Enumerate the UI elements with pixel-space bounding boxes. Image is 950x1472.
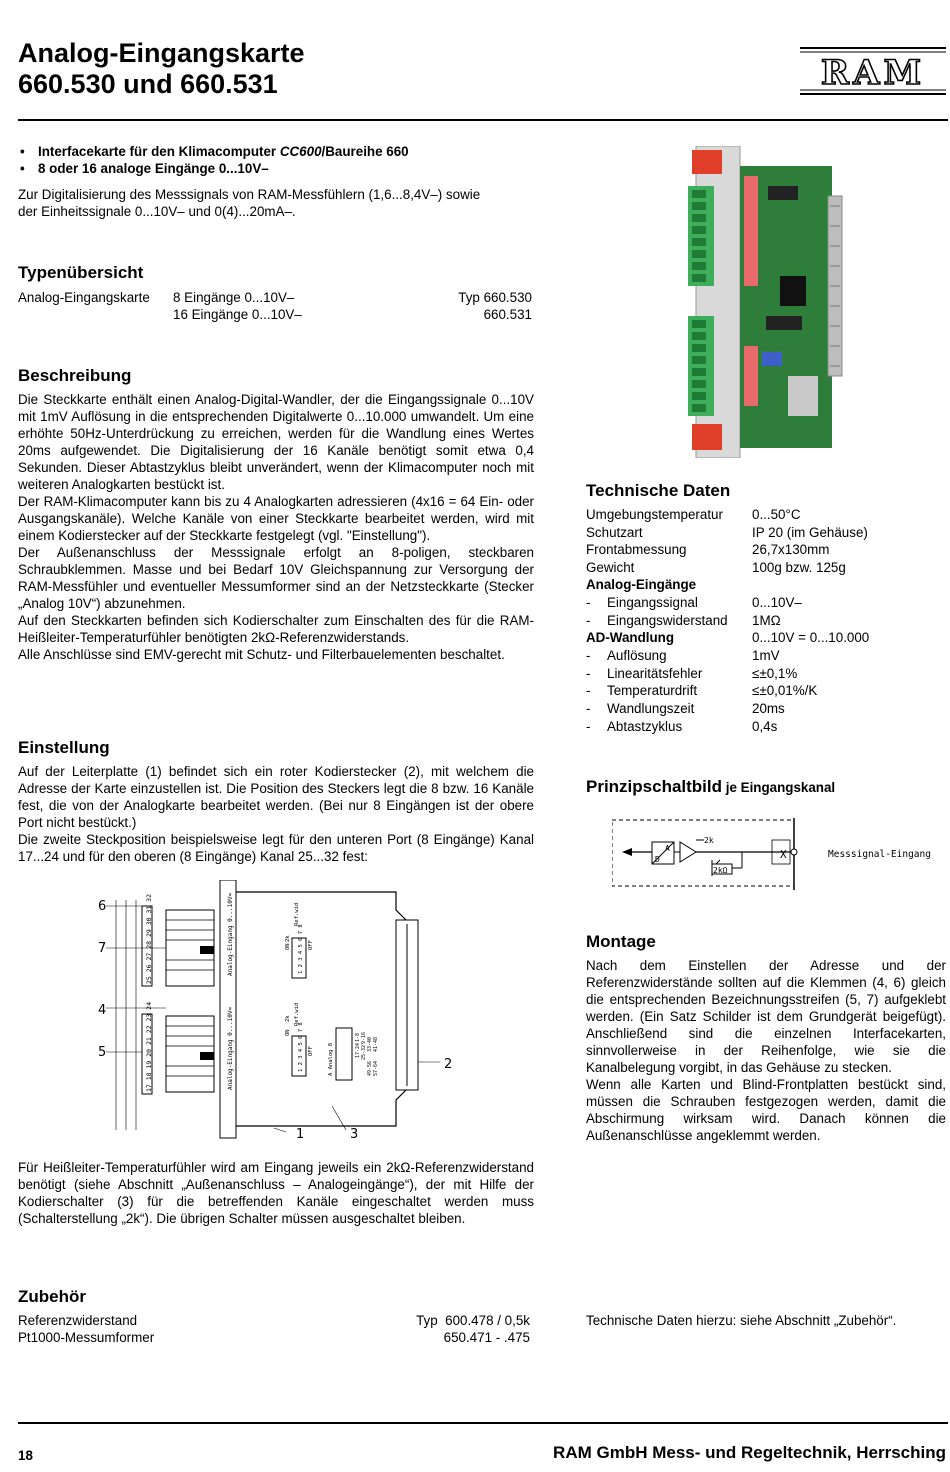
svg-text:2k: 2k <box>704 836 714 845</box>
svg-text:2k: 2k <box>285 935 291 942</box>
technische-daten-heading: Technische Daten <box>586 481 731 500</box>
svg-text:1 2 3 4 5 6 7 8: 1 2 3 4 5 6 7 8 <box>298 924 304 974</box>
tech-group-analog-heading: Analog-Eingänge <box>586 577 697 592</box>
tech-row: Frontabmessung 26,7x130mm <box>586 542 830 557</box>
beschreibung-text <box>18 391 534 663</box>
svg-text:25 26 27 28 29 30 31 32: 25 26 27 28 29 30 31 32 <box>145 893 153 984</box>
tech-row: - Linearitätsfehler ≤±0,1% <box>586 666 798 681</box>
typen-row1-type: Typ 660.530 <box>458 290 532 305</box>
svg-text:Ref.wid: Ref.wid <box>294 1002 300 1026</box>
svg-text:49-56: 49-56 <box>367 1060 373 1076</box>
tech-group-ad-heading: AD-Wandlung 0...10V = 0...10.000 <box>586 630 870 645</box>
title-line-1: Analog-Eingangskarte <box>18 38 305 68</box>
svg-text:ON: ON <box>285 943 291 950</box>
einstellung-p2: Die zweite Steckposition beispielsweise legt für den unteren Port (8 Eingänge) Kanal 17...24 und für den oberen (8 Eingänge) Kanal 25...32 fest: <box>18 832 534 864</box>
tech-row: - Eingangssignal 0...10V– <box>586 595 802 610</box>
svg-text:41-48: 41-48 <box>373 1036 379 1052</box>
typen-heading: Typenübersicht <box>18 263 144 282</box>
svg-text:33-40: 33-40 <box>367 1036 373 1052</box>
svg-text:1-8: 1-8 <box>355 1032 361 1042</box>
tech-row: Schutzart IP 20 (im Gehäuse) <box>586 525 868 540</box>
typen-row2-type: 660.531 <box>483 307 532 322</box>
montage-heading: Montage <box>586 932 656 951</box>
svg-text:D: D <box>655 855 660 864</box>
intro-text-2: der Einheitssignale 0...10V– und 0(4)...20mA–. <box>18 204 296 219</box>
page-number: 18 <box>18 1448 33 1463</box>
zubehoer-row1-value: Typ 600.478 / 0,5k <box>416 1313 530 1328</box>
svg-text:57-64: 57-64 <box>373 1060 379 1076</box>
einstellung-p3: Für Heißleiter-Temperaturfühler wird am Eingang jeweils ein 2kΩ-Referenzwiderstand benötigt (siehe Abschnitt „Außenanschluss – Analogeingänge“), der mit Hilfe der Kodierschalter (3) für die betreffenden Kanäle eingeschaltet werden muss (Schalterstellung „2k“). Die übrigen Schalter müssen ausgeschaltet bleiben. <box>18 1160 534 1226</box>
prinzip-heading: Prinzipschaltbild je Eingangskanal <box>586 777 836 796</box>
footer-company: RAM GmbH Mess- und Regeltechnik, Herrsching <box>553 1443 946 1462</box>
svg-text:Analog-Eingang 0...10V=: Analog-Eingang 0...10V= <box>227 892 234 976</box>
svg-text:1 2 3 4 5 6 7 8: 1 2 3 4 5 6 7 8 <box>298 1022 304 1072</box>
zubehoer-heading: Zubehör <box>18 1287 86 1306</box>
tech-row: - Auflösung 1mV <box>586 648 780 663</box>
board-schematic <box>96 880 466 1142</box>
svg-text:2k: 2k <box>285 1015 291 1022</box>
callout-1: 1 <box>296 1127 305 1142</box>
zubehoer-row1-label: Referenzwiderstand <box>18 1313 138 1328</box>
page-title <box>18 38 305 100</box>
tech-row: - Abtastzyklus 0,4s <box>586 719 778 734</box>
einstellung-heading: Einstellung <box>18 738 110 757</box>
callout-7: 7 <box>98 941 107 956</box>
typen-row1-desc: 8 Eingänge 0...10V– <box>173 290 295 305</box>
tech-row: - Wandlungszeit 20ms <box>586 701 785 716</box>
callout-2: 2 <box>444 1057 453 1072</box>
callout-5: 5 <box>98 1045 107 1060</box>
svg-text:ON: ON <box>285 1029 291 1036</box>
svg-text:OFF: OFF <box>308 940 314 950</box>
svg-text:Messsignal-Eingang: Messsignal-Eingang <box>828 849 931 860</box>
svg-text:X: X <box>780 848 787 861</box>
zubehoer-note: Technische Daten hierzu: siehe Abschnitt „Zubehör“. <box>586 1313 897 1328</box>
typen-row2-desc: 16 Eingänge 0...10V– <box>173 307 302 322</box>
header-rule <box>18 119 948 121</box>
svg-text:17 18 19 20 21 22 23 24: 17 18 19 20 21 22 23 24 <box>145 1001 153 1092</box>
svg-text:9-16: 9-16 <box>361 1031 367 1044</box>
tech-row: - Temperaturdrift ≤±0,01%/K <box>586 683 818 698</box>
intro-bullet-2: • 8 oder 16 analoge Eingänge 0...10V– <box>18 160 409 177</box>
circuit-diagram <box>612 818 937 890</box>
ram-logo <box>798 46 948 96</box>
intro-text-1: Zur Digitalisierung des Messsignals von RAM-Messfühlern (1,6...8,4V–) sowie <box>18 187 481 202</box>
intro-bullet-1: • Interfacekarte für den Klimacomputer CC600/Baureihe 660 <box>18 143 409 160</box>
svg-text:2kΩ: 2kΩ <box>713 866 728 875</box>
einstellung-p1: Auf der Leiterplatte (1) befindet sich ein roter Kodierstecker (2), mit welchem die Adresse der Karte einzustellen ist. Die Position des Steckers legt die 8 bzw. 16 Kanäle fest, die von der Analogkarte bearbeitet werden. (Bei nur 8 Eingängen ist der obere Port nicht bestückt.) <box>18 764 534 830</box>
callout-6: 6 <box>98 899 107 914</box>
tech-row: Umgebungstemperatur 0...50°C <box>586 507 801 522</box>
svg-text:17-24: 17-24 <box>355 1042 361 1058</box>
beschreibung-p4: Auf den Steckkarten befinden sich Kodierschalter zum Einschalten des für die RAM-Heißleiter-Temperaturfühler benötigten 2kΩ-Referenzwiderstands. <box>18 613 534 645</box>
svg-text:A Analog 8: A Analog 8 <box>328 1042 334 1076</box>
svg-text:Ref.wid: Ref.wid <box>294 902 300 926</box>
footer-rule <box>18 1422 948 1424</box>
callout-4: 4 <box>98 1003 107 1018</box>
beschreibung-p2: Der RAM-Klimacomputer kann bis zu 4 Analogkarten adressieren (4x16 = 64 Ein- oder Ausgangskanäle). Welche Kanäle von einer Steckkarte bearbeitet werden, wird mit einem Kodierstecker auf der Steckkarte festgelegt (vgl. "Einstellung"). <box>18 494 534 543</box>
zubehoer-row2-value: 650.471 - .475 <box>443 1330 530 1345</box>
beschreibung-heading: Beschreibung <box>18 366 132 385</box>
montage-text <box>586 957 946 1144</box>
montage-p2: Wenn alle Karten und Blind-Frontplatten bestückt sind, müssen die Schrauben festgezogen werden, damit die Abschirmung wirksam wird. Danach können die Außenanschlüsse angeklemmt werden. <box>586 1077 946 1143</box>
montage-p1: Nach dem Einstellen der Adresse und der Referenzwiderstände sollten auf die Klemmen (4, 6) gleich die entsprechenden Bezeichnungsstreifen (5, 7) aufgeklebt werden. (Ein Satz Schilder ist dem Grundgerät beigefügt). Anschließend sind die einzelnen Interfacekarten, sinnvollerweise in der Reihenfolge, wie sie die Kanalbelegung vorgibt, in das Gehäuse zu stecken. <box>586 958 946 1075</box>
title-line-2: 660.530 und 660.531 <box>18 69 278 99</box>
zubehoer-row2-label: Pt1000-Messumformer <box>18 1330 155 1345</box>
tech-row: Gewicht 100g bzw. 125g <box>586 560 846 575</box>
svg-text:OFF: OFF <box>308 1046 314 1056</box>
tech-row: - Eingangswiderstand 1MΩ <box>586 613 781 628</box>
beschreibung-p1: Die Steckkarte enthält einen Analog-Digital-Wandler, der die Eingangssignale 0...10V mit 1mV Auflösung in die entsprechenden Digitalwerte 0...10.000 umwandelt. Um eine erhöhte 50Hz-Unterdrückung zu erreichen, werden für die Wandlung eines Wertes 20ms aufgewendet. Die Digitalisierung der 16 Kanäle benötigt somit etwa 0,4 Sekunden. Dieser Abtastzyklus bleibt unverändert, wenn der Klimacomputer noch mit weiteren Analogkarten bestückt ist. <box>18 392 534 492</box>
svg-text:A: A <box>665 844 670 853</box>
intro-bullets <box>18 143 409 177</box>
typen-label: Analog-Eingangskarte <box>18 290 150 305</box>
svg-text:25-32: 25-32 <box>361 1044 367 1060</box>
callout-3: 3 <box>350 1127 359 1142</box>
logo-text: RAM <box>820 53 926 93</box>
einstellung-text <box>18 763 534 865</box>
product-photo <box>688 146 846 458</box>
beschreibung-p5: Alle Anschlüsse sind EMV-gerecht mit Schutz- und Filterbauelementen beschaltet. <box>18 647 505 662</box>
beschreibung-p3: Der Außenanschluss der Messsignale erfolgt an 8-poligen, steckbaren Schraubklemmen. Masse und bei Bedarf 10V Gleichspannung zur Versorgung der RAM-Messfühler und eventueller Messumformer sind an der Netzsteckkarte (Stecker „Analog 10V“) abzunehmen. <box>18 545 534 611</box>
svg-text:Analog-Eingang 0...10V=: Analog-Eingang 0...10V= <box>227 1006 234 1090</box>
